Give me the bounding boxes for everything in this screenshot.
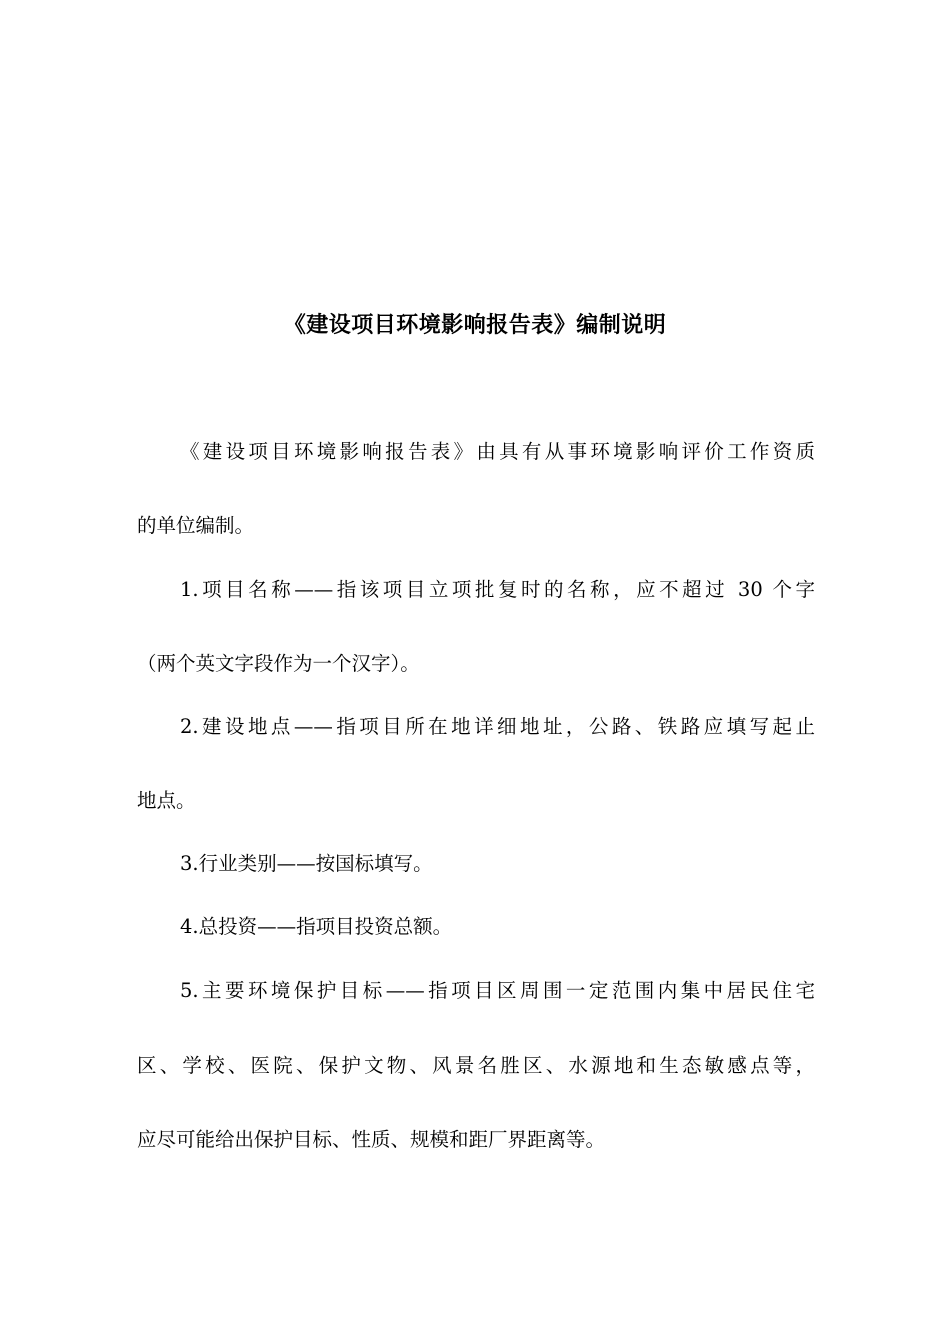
item-4-line-1: 4.总投资——指项目投资总额。 [180, 915, 453, 938]
intro-line-2: 的单位编制。 [137, 514, 255, 537]
item-2-line-2: 地点。 [137, 789, 196, 812]
item-5-line-1: 5.主要环境保护目标——指项目区周围一定范围内集中居民住宅 [180, 979, 815, 1002]
item-5-line-2: 区、学校、医院、保护文物、风景名胜区、水源地和生态敏感点等， [137, 1054, 815, 1077]
document-title: 《建设项目环境影响报告表》编制说明 [283, 313, 667, 338]
item-3-line-1: 3.行业类别——按国标填写。 [180, 852, 433, 875]
item-1-line-1: 1.项目名称——指该项目立项批复时的名称，应不超过 30 个字 [180, 578, 815, 601]
intro-line-1: 《建设项目环境影响报告表》由具有从事环境影响评价工作资质 [180, 440, 815, 463]
item-1-line-2: （两个英文字段作为一个汉字）。 [137, 652, 420, 675]
item-2-line-1: 2.建设地点——指项目所在地详细地址，公路、铁路应填写起止 [180, 715, 815, 738]
item-5-line-3: 应尽可能给出保护目标、性质、规模和距厂界距离等。 [137, 1128, 606, 1151]
